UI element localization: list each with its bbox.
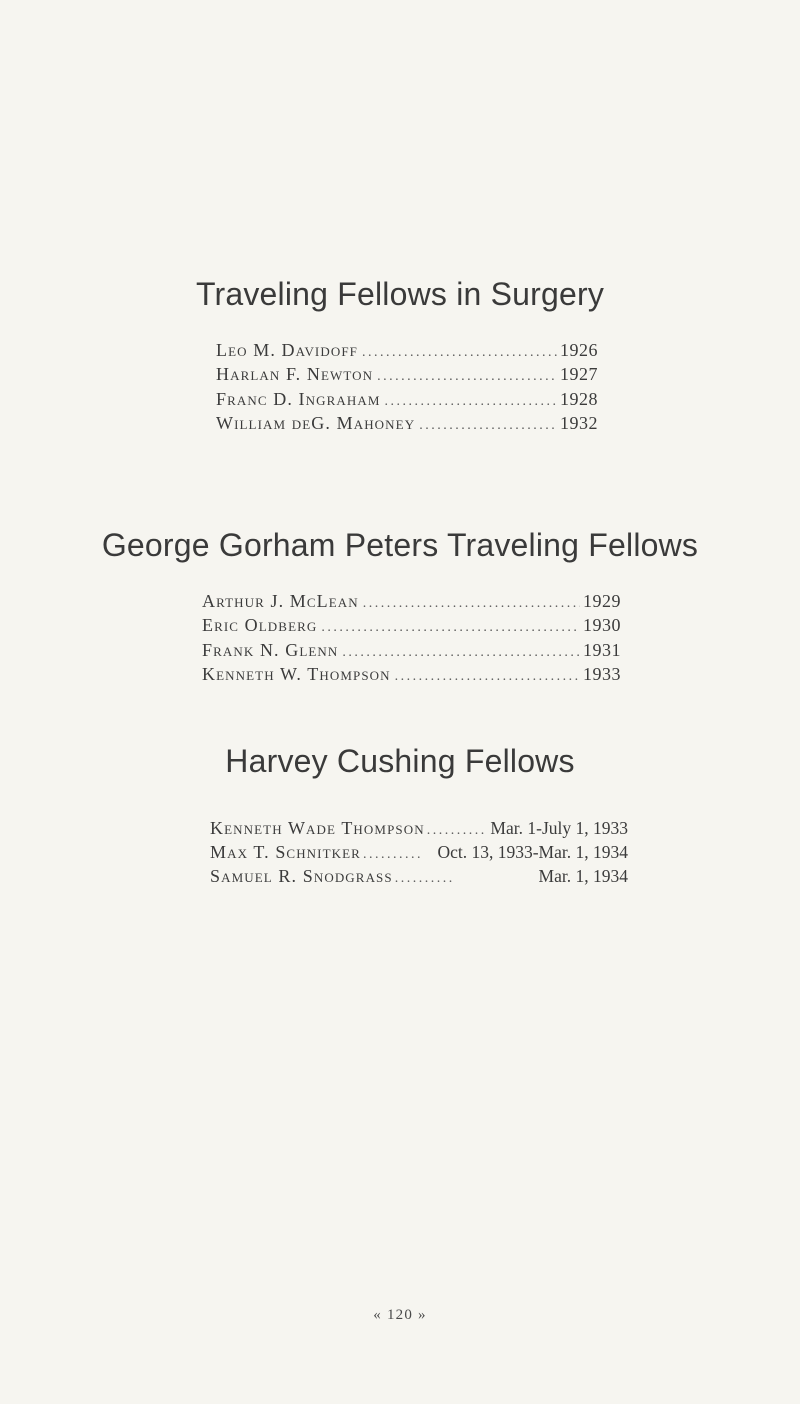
fellow-year: 1929 [583,591,621,611]
dot-leader [377,369,557,385]
fellow-name: Eric Oldberg [202,615,318,636]
fellow-year: 1933 [583,663,621,684]
fellow-dates: Oct. 13, 1933-Mar. 1, 1934 [437,842,628,862]
fellow-year: 1928 [560,388,598,409]
fellow-year: 1927 [560,364,598,385]
traveling-fellows-list [216,340,598,437]
list-item [216,340,598,364]
peters-fellows-list [202,591,621,688]
list-item [210,818,628,842]
list-item [202,664,621,688]
section-title-traveling-fellows-in-surgery: Traveling Fellows in Surgery [195,276,605,312]
dot-leader [427,823,487,839]
dot-leader [342,645,580,661]
fellow-year: 1930 [583,615,621,636]
list-item [210,842,628,866]
dot-leader [363,847,423,863]
section-title-harvey-cushing-fellows: Harvey Cushing Fellows [225,743,575,779]
list-item [202,640,621,664]
list-item [216,413,598,437]
dot-leader [419,418,557,434]
fellow-name: Max T. Schnitker [210,842,361,862]
list-item [216,389,598,413]
fellow-year: 1926 [560,340,598,360]
dot-leader [363,596,580,612]
fellow-name: Harlan F. Newton [216,364,374,385]
list-item [210,866,628,890]
fellow-year: 1931 [583,639,621,660]
dot-leader [395,669,580,685]
fellow-year: 1932 [560,412,598,433]
fellow-name: Leo M. Davidoff [216,340,358,360]
cushing-fellows-list [210,818,628,890]
fellow-name: Arthur J. McLean [202,591,359,611]
fellow-dates: Mar. 1-July 1, 1933 [490,818,628,838]
list-item [202,615,621,639]
section-title-george-gorham-peters: George Gorham Peters Traveling Fellows [101,527,699,563]
fellow-name: Franc D. Ingraham [216,388,381,409]
dot-leader [395,871,455,887]
list-item [216,364,598,388]
fellow-name: Kenneth W. Thompson [202,663,391,684]
fellow-dates: Mar. 1, 1934 [538,866,628,886]
page-number: « 120 » [373,1307,427,1323]
list-item [202,591,621,615]
fellow-name: Kenneth Wade Thompson [210,818,425,838]
dot-leader [385,394,558,410]
fellow-name: Samuel R. Snodgrass [210,866,393,886]
dot-leader [321,620,580,636]
fellow-name: Frank N. Glenn [202,639,339,660]
fellow-name: William deG. Mahoney [216,412,416,433]
dot-leader [362,345,557,361]
